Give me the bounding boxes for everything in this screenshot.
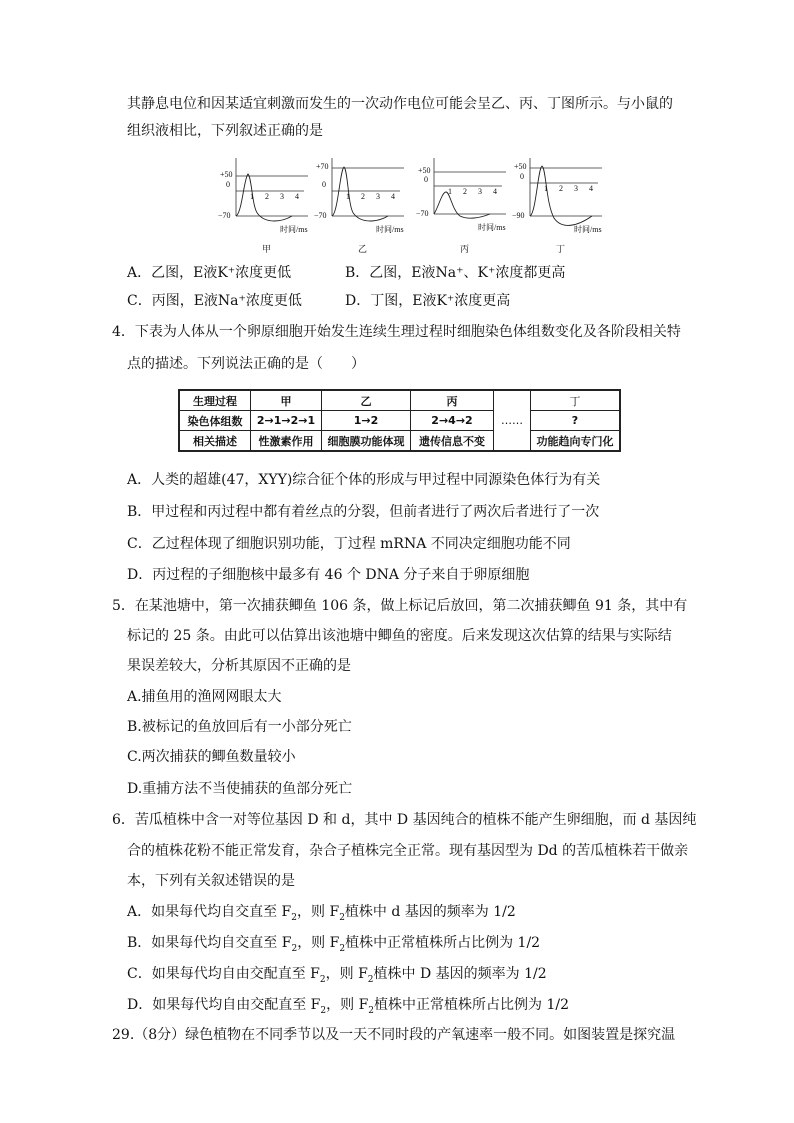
q5-option-c: C.两次捕获的鲫鱼数量较小 <box>127 749 296 765</box>
graph-3 <box>416 158 516 258</box>
graph-caption: 丙 <box>460 245 470 255</box>
x-axis-label: 时间/ms <box>478 223 506 232</box>
q3-stem-line2: 组织液相比，下列叙述正确的是 <box>127 123 323 139</box>
table-row <box>179 411 620 431</box>
graph-caption: 乙 <box>358 245 368 255</box>
y-label-bottom: −70 <box>314 211 327 220</box>
q5-option-b: B.被标记的鱼放回后有一小部分死亡 <box>127 719 352 735</box>
q6-stem-line3: 本，下列有关叙述错误的是 <box>127 873 295 889</box>
q6-stem-line1: 6．苦瓜植株中含一对等位基因 D 和 d，其中 D 基因纯合的植株不能产生卵细胞，而 d 基因纯 <box>112 812 697 828</box>
q5-option-a: A.捕鱼用的渔网网眼太大 <box>127 689 282 705</box>
q3-option-d: D．丁图，E液K⁺浓度更高 <box>345 293 511 309</box>
q5-option-d: D.重捕方法不当使捕获的鱼部分死亡 <box>127 781 353 797</box>
table-cell: 乙 <box>322 390 411 411</box>
q6-option-a: A．如果每代均自交直至 $F_2$，则 $F_2$植株中 d 基因的频率为 1/2 <box>127 904 516 923</box>
q3-option-c: C．丙图，E液Na⁺浓度更低 <box>127 293 302 309</box>
table-cell: 甲 <box>251 390 322 411</box>
x-tick-label: 2 <box>265 192 269 201</box>
x-tick-label: 2 <box>559 184 563 193</box>
x-tick-label: 3 <box>478 187 482 196</box>
y-label-zero: 0 <box>424 175 428 184</box>
table-cell: 性激素作用 <box>251 431 322 452</box>
q5-stem-line1: 5．在某池塘中，第一次捕获鲫鱼 106 条，做上标记后放回，第二次捕获鲫鱼 91 条，其中有 <box>112 598 688 614</box>
x-tick-label: 2 <box>361 192 365 201</box>
x-tick-label: 2 <box>463 187 467 196</box>
table-cell: 2→1→2→1 <box>251 411 322 431</box>
x-axis-label: 时间/ms <box>280 225 308 234</box>
y-label-zero: 0 <box>322 180 326 189</box>
x-tick-label: 4 <box>391 192 395 201</box>
x-tick-label: 3 <box>280 192 284 201</box>
table-row <box>179 431 620 452</box>
q4-table <box>178 389 621 452</box>
q29-stem-line1: 29.（8分）绿色植物在不同季节以及一天不同时段的产氧速率一般不同。如图装置是探究温 <box>112 1027 676 1043</box>
table-cell: 遗传信息不变 <box>411 431 494 452</box>
table-row <box>179 390 620 411</box>
x-tick-label: 1 <box>346 192 350 201</box>
q6-option-b: B．如果每代均自交直至 $F_2$，则 $F_2$植株中正常植株所占比例为 1/2 <box>127 935 541 954</box>
y-label-top: +50 <box>220 170 233 179</box>
y-label-top: +50 <box>418 166 431 175</box>
q4-option-a: A．人类的超雄(47，XYY)综合征个体的形成与甲过程中同源染色体行为有关 <box>127 472 601 488</box>
y-label-bottom: −70 <box>218 211 231 220</box>
graph-1 <box>218 158 318 258</box>
graph-2 <box>314 158 414 258</box>
q6-option-d: D．如果每代均自由交配直至 $F_2$，则 $F_2$植株中正常植株所占比例为 1/2 <box>127 997 570 1016</box>
x-tick-label: 4 <box>493 187 497 196</box>
x-axis-label: 时间/ms <box>376 225 404 234</box>
graph-4 <box>512 158 612 258</box>
table-cell: …… <box>494 390 531 451</box>
x-tick-label: 4 <box>589 184 593 193</box>
x-tick-label: 3 <box>376 192 380 201</box>
q4-option-d: D．丙过程的子细胞核中最多有 46 个 DNA 分子来自于卵原细胞 <box>127 567 530 583</box>
table-cell: 相关描述 <box>179 431 251 452</box>
x-tick-label: 1 <box>544 184 548 193</box>
y-label-zero: 0 <box>520 172 524 181</box>
graph-caption: 丁 <box>556 245 566 255</box>
table-cell: 染色体组数 <box>179 411 251 431</box>
q6-stem-line2: 合的植株花粉不能正常发育，杂合子植株完全正常。现有基因型为 Dd 的苦瓜植株若干做亲 <box>127 843 689 859</box>
q6-option-c: C．如果每代均自由交配直至 $F_2$，则 $F_2$植株中 D 基因的频率为 1/2 <box>127 966 547 985</box>
y-label-bottom: −70 <box>416 209 429 218</box>
table-cell: 细胞膜功能体现 <box>322 431 411 452</box>
graph-caption: 甲 <box>262 245 272 255</box>
table-cell: 丁 <box>531 390 621 411</box>
y-label-top: +70 <box>316 162 329 171</box>
q3-option-b: B．乙图，E液Na⁺、K⁺浓度都更高 <box>345 265 566 281</box>
x-tick-label: 1 <box>448 187 452 196</box>
table-cell: 1→2 <box>322 411 411 431</box>
q4-stem-line2: 点的描述。下列说法正确的是（ ） <box>127 356 365 372</box>
x-tick-label: 3 <box>574 184 578 193</box>
x-axis-label: 时间/ms <box>574 225 602 234</box>
x-tick-label: 1 <box>250 192 254 201</box>
q3-option-a: A．乙图，E液K⁺浓度更低 <box>127 265 292 281</box>
table-cell: 生理过程 <box>179 390 251 411</box>
q3-stem-line1: 其静息电位和因某适宜刺激而发生的一次动作电位可能会呈乙、丙、丁图所示。与小鼠的 <box>127 96 673 112</box>
q4-stem-line1: 4．下表为人体从一个卵原细胞开始发生连续生理过程时细胞染色体组数变化及各阶段相关特 <box>112 324 681 340</box>
table-cell: 功能趋向专门化 <box>531 431 621 452</box>
q5-stem-line3: 果误差较大，分析其原因不正确的是 <box>127 658 351 674</box>
y-label-bottom: −90 <box>512 211 525 220</box>
q4-option-c: C．乙过程体现了细胞识别功能，丁过程 mRNA 不同决定细胞功能不同 <box>127 536 571 552</box>
y-label-top: +50 <box>514 162 527 171</box>
x-tick-label: 4 <box>295 192 299 201</box>
table-cell: ? <box>531 411 621 431</box>
table-cell: 2→4→2 <box>411 411 494 431</box>
q4-option-b: B．甲过程和丙过程中都有着丝点的分裂，但前者进行了两次后者进行了一次 <box>127 504 600 520</box>
y-label-zero: 0 <box>226 180 230 189</box>
table-cell: 丙 <box>411 390 494 411</box>
q5-stem-line2: 标记的 25 条。由此可以估算出该池塘中鲫鱼的密度。后来发现这次估算的结果与实际结 <box>127 628 672 644</box>
